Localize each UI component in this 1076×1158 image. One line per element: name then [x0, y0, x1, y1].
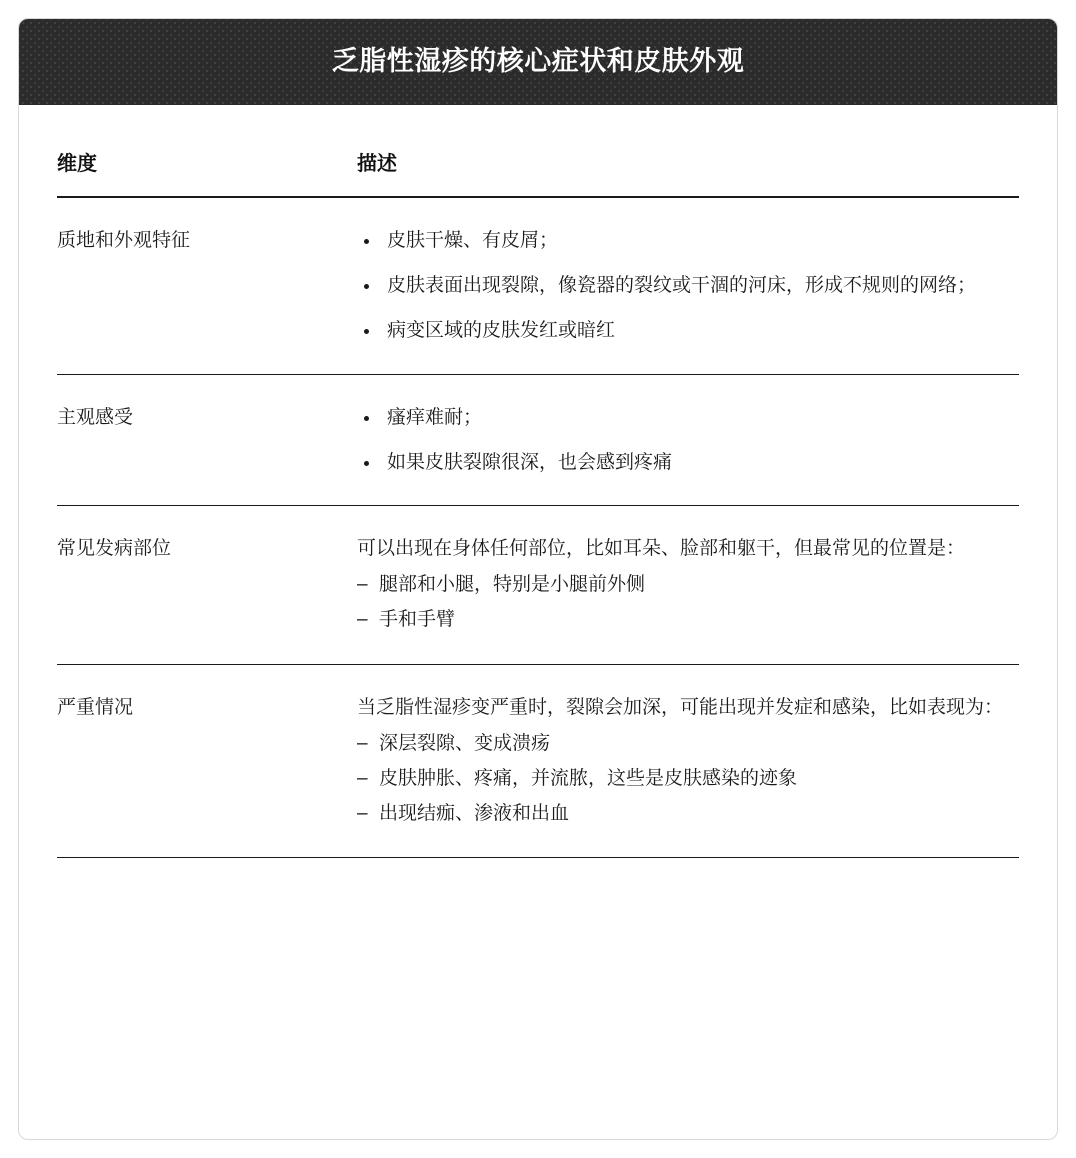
row-description — [357, 374, 1019, 506]
column-header-dimension: 维度 — [57, 115, 357, 197]
table-head — [57, 115, 1019, 197]
dash-list — [357, 567, 1019, 637]
list-item: – 出现结痂、渗液和出血 — [357, 796, 1019, 831]
row-description — [357, 197, 1019, 374]
table-container — [19, 105, 1057, 1139]
table-row — [57, 506, 1019, 665]
list-item: – 深层裂隙、变成溃疡 — [357, 726, 1019, 761]
description-paragraph: 可以出现在身体任何部位，比如耳朵、脸部和躯干，但最常见的位置是： — [357, 538, 966, 559]
table-header-row — [57, 115, 1019, 197]
row-dimension: 主观感受 — [57, 374, 357, 506]
bullet-list — [357, 224, 1019, 348]
row-description — [357, 506, 1019, 665]
table-row — [57, 197, 1019, 374]
table-row — [57, 374, 1019, 506]
list-item: – 手和手臂 — [357, 602, 1019, 637]
list-item: • 如果皮肤裂隙很深，也会感到疼痛 — [381, 446, 1019, 479]
card-header — [19, 19, 1057, 105]
dash-list — [357, 726, 1019, 831]
table-row — [57, 664, 1019, 858]
info-card — [18, 18, 1058, 1140]
table-body — [57, 197, 1019, 858]
row-dimension: 严重情况 — [57, 664, 357, 858]
list-item: • 病变区域的皮肤发红或暗红 — [381, 314, 1019, 347]
list-item: • 皮肤表面出现裂隙，像瓷器的裂纹或干涸的河床，形成不规则的网络； — [381, 269, 1019, 302]
list-item: – 腿部和小腿，特别是小腿前外侧 — [357, 567, 1019, 602]
page-title: 乏脂性湿疹的核心症状和皮肤外观 — [331, 46, 745, 76]
symptom-table — [57, 115, 1019, 858]
column-header-description: 描述 — [357, 115, 1019, 197]
list-item: • 皮肤干燥、有皮屑； — [381, 224, 1019, 257]
row-dimension: 常见发病部位 — [57, 506, 357, 665]
list-item: • 瘙痒难耐； — [381, 401, 1019, 434]
row-dimension: 质地和外观特征 — [57, 197, 357, 374]
list-item: – 皮肤肿胀、疼痛，并流脓，这些是皮肤感染的迹象 — [357, 761, 1019, 796]
bullet-list — [357, 401, 1019, 480]
row-description — [357, 664, 1019, 858]
description-paragraph: 当乏脂性湿疹变严重时，裂隙会加深，可能出现并发症和感染，比如表现为： — [357, 696, 1004, 718]
